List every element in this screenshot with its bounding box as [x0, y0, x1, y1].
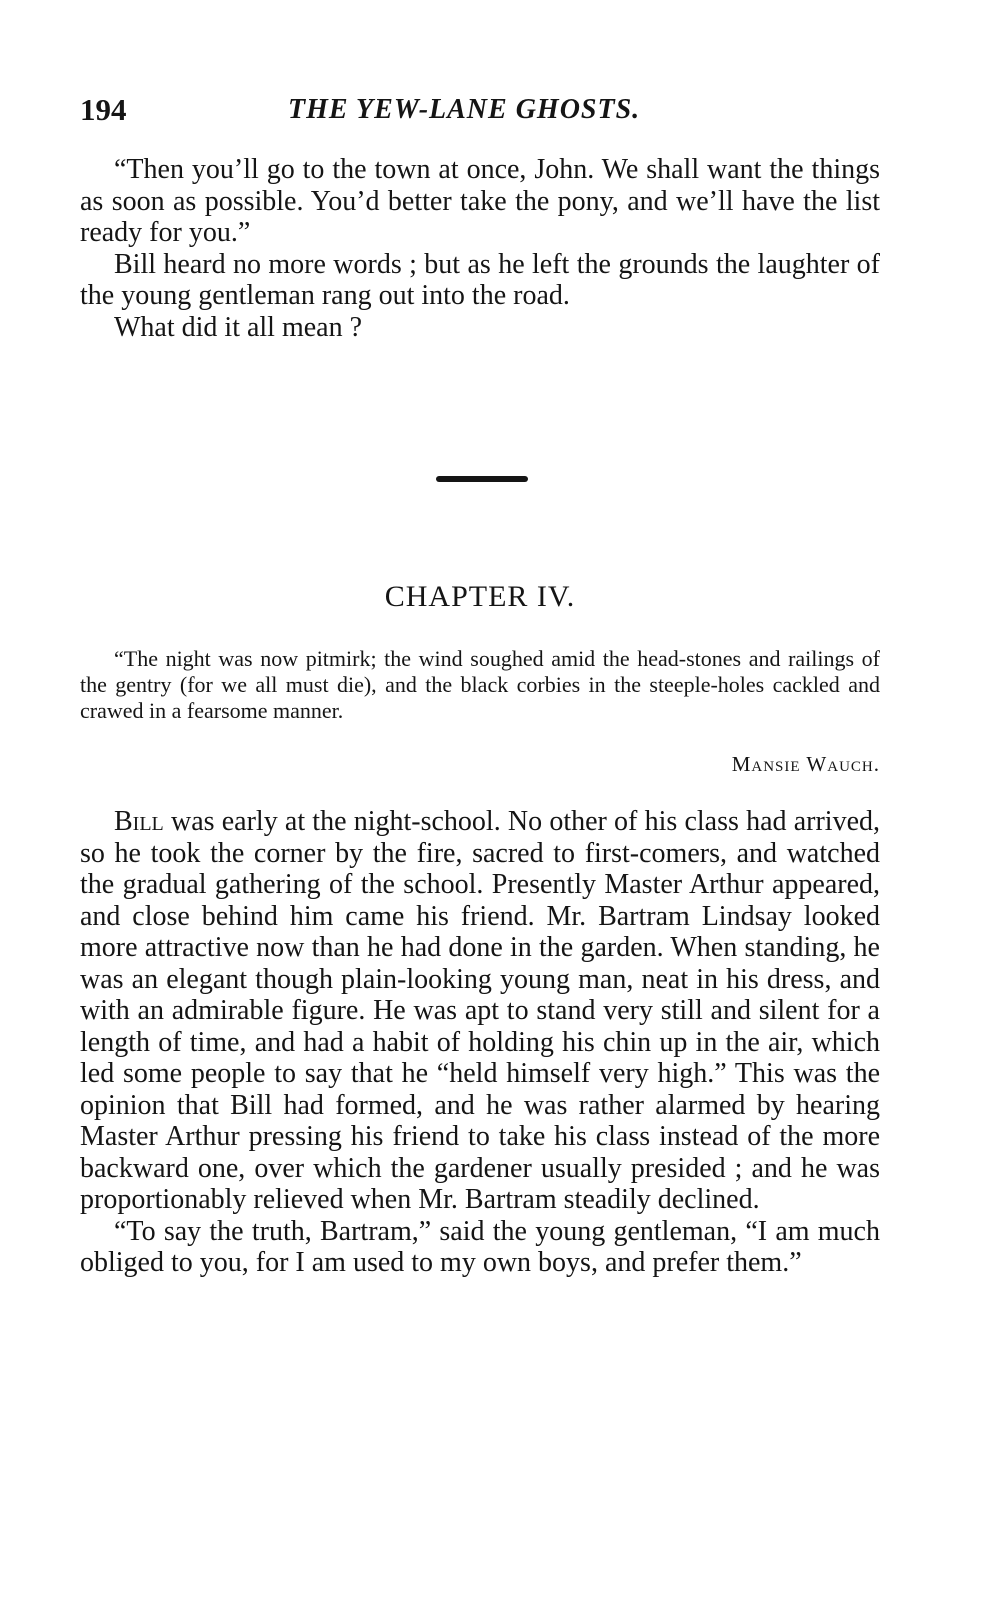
epigraph-attribution: Mansie Wauch.: [731, 752, 880, 776]
opening-text: [80, 154, 880, 343]
first-word: Bill: [114, 806, 164, 837]
chapter-heading: CHAPTER IV.: [384, 580, 576, 613]
chapter-body: [80, 806, 880, 1279]
book-page: [80, 0, 880, 1611]
epigraph: [80, 646, 880, 724]
running-title: THE YEW-LANE GHOSTS.: [288, 94, 641, 125]
paragraph: “To say the truth, Bartram,” said the young gentleman, “I am much obliged to you, for I am used to my own boys, and prefer them.”: [80, 1215, 880, 1278]
paragraph: [80, 806, 880, 1216]
paragraph: Bill heard no more words ; but as he left the grounds the laughter of the young gentleman rang out into the road.: [80, 248, 880, 311]
paragraph-text: was early at the night-school. No other of his class had arrived, so he took the corner by the fire, sacred to first-comers, and watched the gradual gathering of the school. Presently Master Arthur appeared, and close behind him came his friend. Mr. Bartram Lindsay looked more attractive now than he had done in the garden. When standing, he was an elegant though plain-looking young man, neat in his dress, and with an admirable figure. He was apt to stand very still and silent for a length of time, and had a habit of holding his chin up in the air, which led some people to say that he “held himself very high.” This was the opinion that Bill had formed, and he was rather alarmed by hearing Master Arthur pressing his friend to take his class instead of the more backward one, over which the gardener usually presided ; and he was proportionably relieved when Mr. Bartram steadily declined.: [80, 806, 880, 1215]
running-head: [80, 92, 880, 132]
epigraph-text: “The night was now pitmirk; the wind soughed amid the head-stones and railings of the gentry (for we all must die), and the black corbies in the steeple-holes cackled and crawed in a fearsome manner.: [80, 646, 880, 723]
paragraph: What did it all mean ?: [114, 311, 363, 343]
paragraph: “Then you’ll go to the town at once, John. We shall want the things as soon as possible. You’d better take the pony, and we’ll have the list ready for you.”: [80, 154, 880, 248]
section-divider: [436, 476, 528, 482]
page-number: 194: [80, 92, 127, 127]
